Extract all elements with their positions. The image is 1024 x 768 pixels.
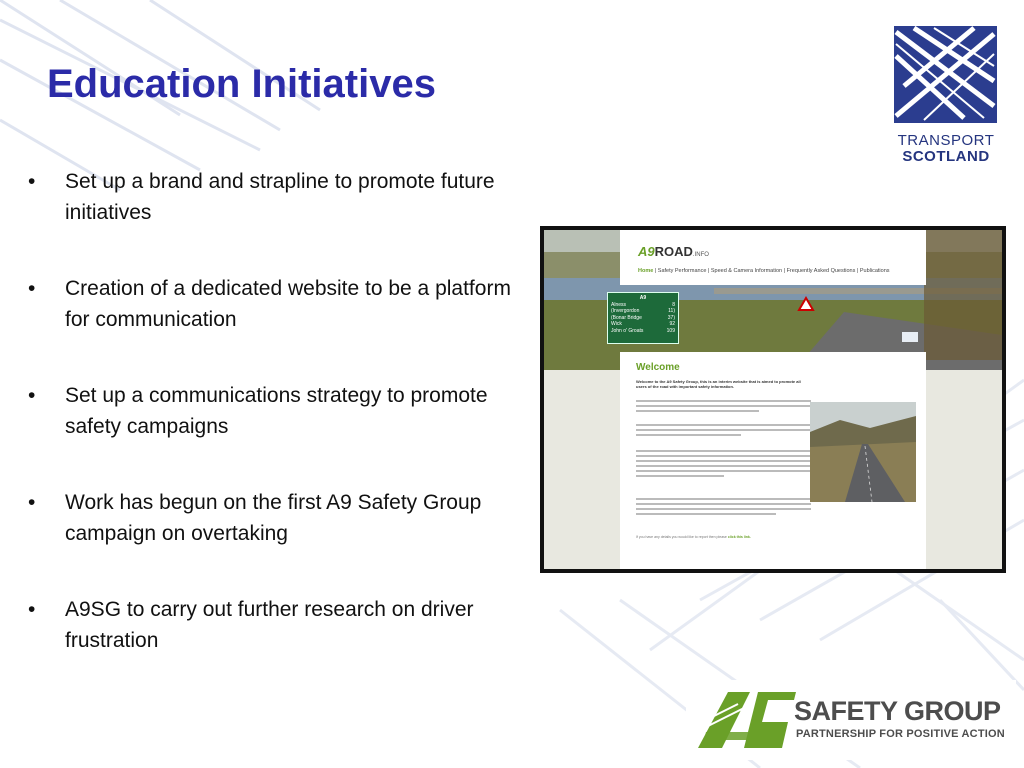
bullet-item: • Work has begun on the first A9 Safety Group campaign on overtaking [28, 487, 518, 549]
bullet-item: • Set up a communications strategy to promote safety campaigns [28, 380, 518, 442]
road-photo [810, 402, 916, 502]
site-logo [638, 244, 709, 259]
transport-scotland-emblem-icon [894, 26, 997, 123]
road-sign-row: Alness 8 [611, 301, 675, 308]
text-block [636, 450, 811, 470]
road-sign-header: A9 [639, 295, 647, 301]
site-content [620, 352, 926, 569]
welcome-heading: Welcome [636, 362, 680, 373]
a9-safety-group-logo [686, 680, 1016, 760]
site-logo-road: ROAD [654, 244, 693, 259]
bullet-list [28, 166, 518, 701]
site-header [620, 230, 926, 285]
road-sign-row: (Bonar Bridge 37) [611, 314, 675, 321]
page-title: Education Initiatives [47, 62, 436, 106]
bullet-item: • Creation of a dedicated website to be a platform for communication [28, 273, 518, 335]
transport-scotland-line2: SCOTLAND [902, 148, 990, 165]
road-sign-row: (Invergordon 11) [611, 308, 675, 314]
road-sign-row: Wick 92 [611, 321, 675, 327]
transport-scotland-logo [894, 26, 998, 166]
a9-safety-group-tagline: PARTNERSHIP FOR POSITIVE ACTION [796, 728, 1005, 740]
text-block [636, 424, 811, 444]
report-link[interactable]: click this link. [727, 535, 751, 539]
road-sign [607, 292, 679, 344]
transport-scotland-line1: TRANSPORT [897, 132, 995, 149]
a9-logo-mark-icon [698, 692, 796, 748]
welcome-intro: Welcome to the A9 Safety Group, this is an interim website that is aimed to promote all users of the road with important safety information. [636, 379, 801, 389]
site-logo-mark: A9 [638, 244, 655, 259]
text-block [636, 400, 811, 420]
a9-safety-group-name: SAFETY GROUP [794, 696, 1001, 726]
bullet-item: • A9SG to carry out further research on driver frustration [28, 594, 518, 656]
site-nav-home: Home [638, 268, 654, 274]
site-logo-info: .INFO [692, 252, 709, 258]
text-block [636, 498, 811, 518]
website-screenshot [540, 226, 1006, 573]
site-nav-links: | Safety Performance | Speed & Camera Information | Frequently Asked Questions | Publications [654, 268, 890, 274]
road-sign-row: John o' Groats 109 [611, 327, 675, 334]
site-footer-text: If you have any details you would like to report then please click this link. [636, 535, 751, 539]
site-nav [638, 268, 890, 274]
bullet-item: • Set up a brand and strapline to promote future initiatives [28, 166, 518, 228]
